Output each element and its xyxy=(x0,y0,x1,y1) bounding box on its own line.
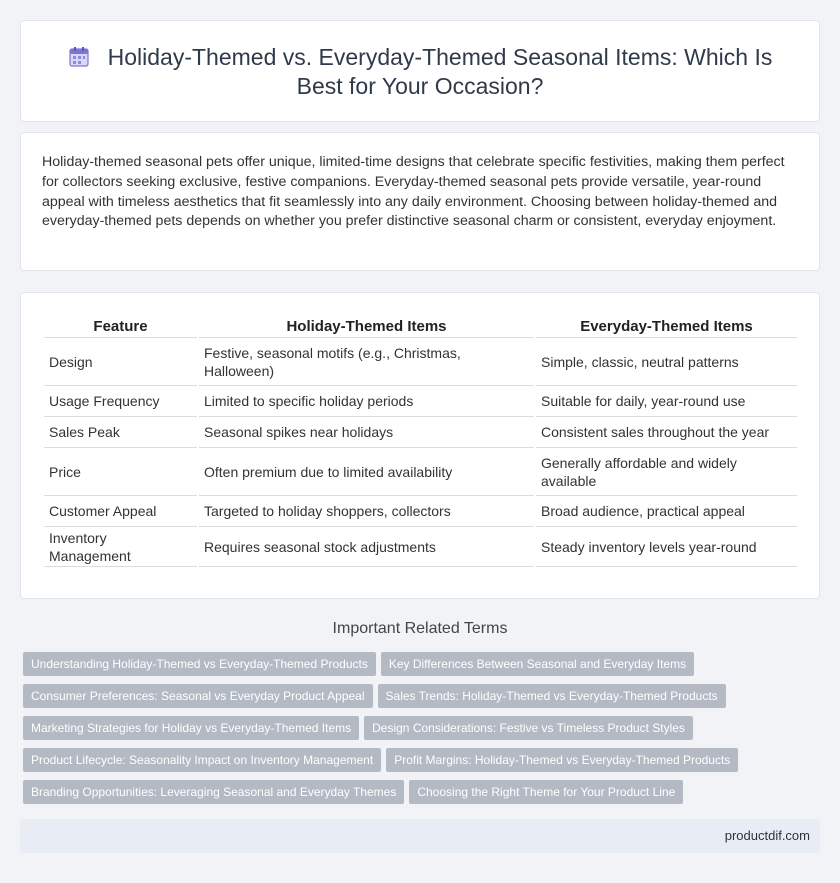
related-term-tag[interactable]: Design Considerations: Festive vs Timeless Product Styles xyxy=(364,716,693,740)
everyday-cell: Consistent sales throughout the year xyxy=(536,417,797,448)
header-feature: Feature xyxy=(44,316,197,338)
everyday-cell: Steady inventory levels year-round xyxy=(536,527,797,567)
header-everyday: Everyday-Themed Items xyxy=(536,316,797,338)
page-title-wrap xyxy=(61,43,779,101)
page-title: Holiday-Themed vs. Everyday-Themed Seasonal Items: Which Is Best for Your Occasion? xyxy=(107,44,773,99)
table-row xyxy=(44,386,797,417)
related-term-tag[interactable]: Profit Margins: Holiday-Themed vs Everyday-Themed Products xyxy=(386,748,738,772)
holiday-cell: Festive, seasonal motifs (e.g., Christmas, Halloween) xyxy=(199,338,534,386)
comparison-table xyxy=(42,316,799,567)
related-terms-list xyxy=(23,652,823,812)
related-term-tag[interactable]: Product Lifecycle: Seasonality Impact on Inventory Management xyxy=(23,748,381,772)
feature-cell: Price xyxy=(44,448,197,496)
table-row xyxy=(44,338,797,386)
holiday-cell: Often premium due to limited availability xyxy=(199,448,534,496)
title-card xyxy=(20,20,820,122)
table-row xyxy=(44,448,797,496)
related-term-tag[interactable]: Choosing the Right Theme for Your Product Line xyxy=(409,780,683,804)
everyday-cell: Generally affordable and widely available xyxy=(536,448,797,496)
feature-cell: Sales Peak xyxy=(44,417,197,448)
feature-cell: Inventory Management xyxy=(44,527,197,567)
holiday-cell: Limited to specific holiday periods xyxy=(199,386,534,417)
related-term-tag[interactable]: Key Differences Between Seasonal and Everyday Items xyxy=(381,652,694,676)
related-term-tag[interactable]: Branding Opportunities: Leveraging Seasonal and Everyday Themes xyxy=(23,780,404,804)
table-row xyxy=(44,496,797,527)
everyday-cell: Suitable for daily, year-round use xyxy=(536,386,797,417)
feature-cell: Customer Appeal xyxy=(44,496,197,527)
holiday-cell: Seasonal spikes near holidays xyxy=(199,417,534,448)
holiday-cell: Requires seasonal stock adjustments xyxy=(199,527,534,567)
calendar-icon xyxy=(68,46,90,68)
related-term-tag[interactable]: Sales Trends: Holiday-Themed vs Everyday-Themed Products xyxy=(378,684,726,708)
table-header-row xyxy=(44,316,797,338)
footer-site-link[interactable]: productdif.com xyxy=(724,828,810,843)
holiday-cell: Targeted to holiday shoppers, collectors xyxy=(199,496,534,527)
everyday-cell: Simple, classic, neutral patterns xyxy=(536,338,797,386)
related-term-tag[interactable]: Marketing Strategies for Holiday vs Everyday-Themed Items xyxy=(23,716,359,740)
intro-card xyxy=(20,132,820,271)
comparison-card xyxy=(20,292,820,599)
table-row xyxy=(44,527,797,567)
footer-bar xyxy=(20,819,820,853)
related-term-tag[interactable]: Understanding Holiday-Themed vs Everyday-Themed Products xyxy=(23,652,376,676)
related-terms-heading: Important Related Terms xyxy=(332,620,508,637)
table-row xyxy=(44,417,797,448)
intro-paragraph: Holiday-themed seasonal pets offer unique, limited-time designs that celebrate specific festivities, making them perfect for collectors seeking exclusive, festive companions. Everyday-themed seasonal pets provide versatile, year-round appeal with timeless aesthetics that fit seamlessly into any daily environment. Choosing between holiday-themed and everyday-themed pets depends on whether you prefer distinctive seasonal charm or consistent, everyday enjoyment. xyxy=(42,154,785,230)
feature-cell: Design xyxy=(44,338,197,386)
header-holiday: Holiday-Themed Items xyxy=(199,316,534,338)
feature-cell: Usage Frequency xyxy=(44,386,197,417)
everyday-cell: Broad audience, practical appeal xyxy=(536,496,797,527)
related-term-tag[interactable]: Consumer Preferences: Seasonal vs Everyday Product Appeal xyxy=(23,684,373,708)
